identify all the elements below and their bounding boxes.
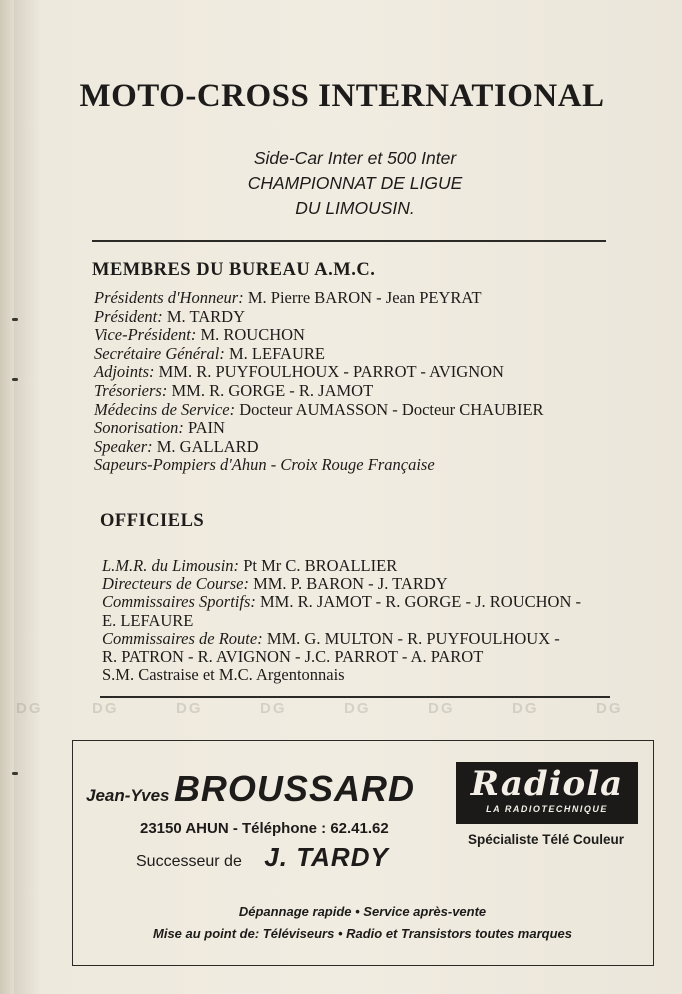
bureau-row-value: MM. R. GORGE - R. JAMOT bbox=[167, 381, 374, 400]
bureau-row-label: Présidents d'Honneur: bbox=[94, 288, 244, 307]
logo-tagline: LA RADIOTECHNIQUE bbox=[486, 804, 608, 814]
watermark: DG bbox=[92, 700, 119, 717]
bureau-row-label: Président: bbox=[94, 306, 163, 326]
bureau-row bbox=[94, 344, 325, 363]
successor-text: Successeur de bbox=[136, 853, 242, 870]
bureau-row bbox=[94, 325, 305, 344]
officiel-row bbox=[102, 574, 448, 593]
advert-name bbox=[86, 768, 415, 810]
bureau-row-label: Secrétaire Général: bbox=[94, 343, 225, 363]
bureau-row-value: PAIN bbox=[183, 418, 225, 438]
officiel-row-label: Directeurs de Course: bbox=[102, 574, 249, 594]
watermark: DG bbox=[512, 700, 539, 717]
bureau-row-value: MM. R. PUYFOULHOUX - PARROT - AVIGNON bbox=[154, 362, 504, 382]
advert-services-2: Mise au point de: Téléviseurs • Radio et Transistors toutes marques bbox=[153, 926, 572, 941]
officiel-row bbox=[102, 629, 560, 648]
bureau-row-label: Speaker: bbox=[94, 436, 153, 456]
binding-mark bbox=[12, 318, 18, 321]
bureau-row-value: Docteur AUMASSON - Docteur CHAUBIER bbox=[235, 399, 544, 419]
officiels-heading: OFFICIELS bbox=[100, 511, 205, 531]
bureau-row-value: M. TARDY bbox=[162, 306, 245, 326]
binding-mark bbox=[12, 378, 18, 381]
page-title: MOTO-CROSS INTERNATIONAL bbox=[79, 78, 605, 114]
officiel-row bbox=[102, 611, 193, 630]
bureau-row-label: Trésoriers: bbox=[94, 381, 168, 400]
officiel-row-label: Commissaires Sportifs: bbox=[102, 592, 256, 612]
advert-first-name: Jean-Yves bbox=[86, 786, 170, 805]
bureau-row-label: Médecins de Service: bbox=[94, 399, 236, 419]
officiel-row bbox=[102, 556, 397, 575]
successor-name: J. TARDY bbox=[264, 842, 389, 872]
officiel-row-value: MM. G. MULTON - R. PUYFOULHOUX - bbox=[262, 628, 560, 648]
watermark: DG bbox=[428, 700, 455, 717]
bureau-row bbox=[94, 288, 482, 307]
binding-gutter bbox=[0, 0, 14, 994]
advert-services-1: Dépannage rapide • Service après-vente bbox=[238, 904, 487, 919]
bureau-row-label: Vice-Président: bbox=[94, 325, 197, 345]
watermark: DG bbox=[16, 700, 43, 717]
subtitle-line: CHAMPIONNAT DE LIGUE bbox=[247, 173, 463, 193]
officiel-row-value: MM. R. JAMOT - R. GORGE - J. ROUCHON - bbox=[255, 592, 582, 612]
subtitle-line: Side-Car Inter et 500 Inter bbox=[253, 148, 457, 168]
bureau-row bbox=[94, 418, 225, 437]
logo-brand: Radiola bbox=[470, 764, 624, 804]
event-subtitle bbox=[180, 146, 530, 221]
officiel-row-label: Commissaires de Route: bbox=[102, 628, 263, 648]
bureau-row bbox=[94, 362, 504, 381]
bureau-row-label: Sapeurs-Pompiers d'Ahun - Croix Rouge Française bbox=[94, 455, 435, 475]
watermark: DG bbox=[344, 700, 371, 717]
bureau-row bbox=[94, 455, 435, 474]
bureau-row bbox=[94, 437, 259, 456]
subtitle-line: DU LIMOUSIN. bbox=[295, 198, 415, 218]
officiel-row-value: S.M. Castraise et M.C. Argentonnais bbox=[102, 665, 345, 685]
advert-address: 23150 AHUN - Téléphone : 62.41.62 bbox=[140, 820, 389, 837]
bureau-row-value: M. ROUCHON bbox=[196, 325, 305, 345]
officiel-row bbox=[102, 647, 483, 666]
bureau-row-label: Sonorisation: bbox=[94, 418, 184, 438]
advert-last-name: BROUSSARD bbox=[173, 768, 415, 809]
bureau-heading: MEMBRES DU BUREAU A.M.C. bbox=[92, 260, 376, 280]
officiel-row bbox=[102, 665, 345, 684]
bureau-row-label: Adjoints: bbox=[94, 362, 155, 382]
officiel-row-value: R. PATRON - R. AVIGNON - J.C. PARROT - A. PAROT bbox=[102, 647, 484, 666]
officiel-row bbox=[102, 592, 581, 611]
watermark: DG bbox=[176, 700, 203, 717]
officiel-row-value: MM. P. BARON - J. TARDY bbox=[248, 574, 448, 594]
binding-mark bbox=[12, 772, 18, 775]
bureau-row bbox=[94, 381, 373, 400]
divider bbox=[100, 696, 610, 698]
bureau-row bbox=[94, 307, 245, 326]
divider bbox=[92, 240, 606, 242]
watermark: DG bbox=[596, 700, 623, 717]
bureau-row-value: M. GALLARD bbox=[152, 436, 259, 456]
bureau-row-value: M. Pierre BARON - Jean PEYRAT bbox=[243, 288, 482, 307]
radiola-logo bbox=[456, 762, 638, 824]
advert-specialist: Spécialiste Télé Couleur bbox=[468, 832, 625, 847]
bureau-row bbox=[94, 400, 544, 419]
watermark: DG bbox=[260, 700, 287, 717]
officiel-row-label: L.M.R. du Limousin: bbox=[102, 556, 240, 575]
officiel-row-value: E. LEFAURE bbox=[102, 610, 194, 630]
advert-successor bbox=[136, 842, 389, 873]
officiel-row-value: Pt Mr C. BROALLIER bbox=[239, 556, 398, 575]
bureau-row-value: M. LEFAURE bbox=[224, 343, 325, 363]
